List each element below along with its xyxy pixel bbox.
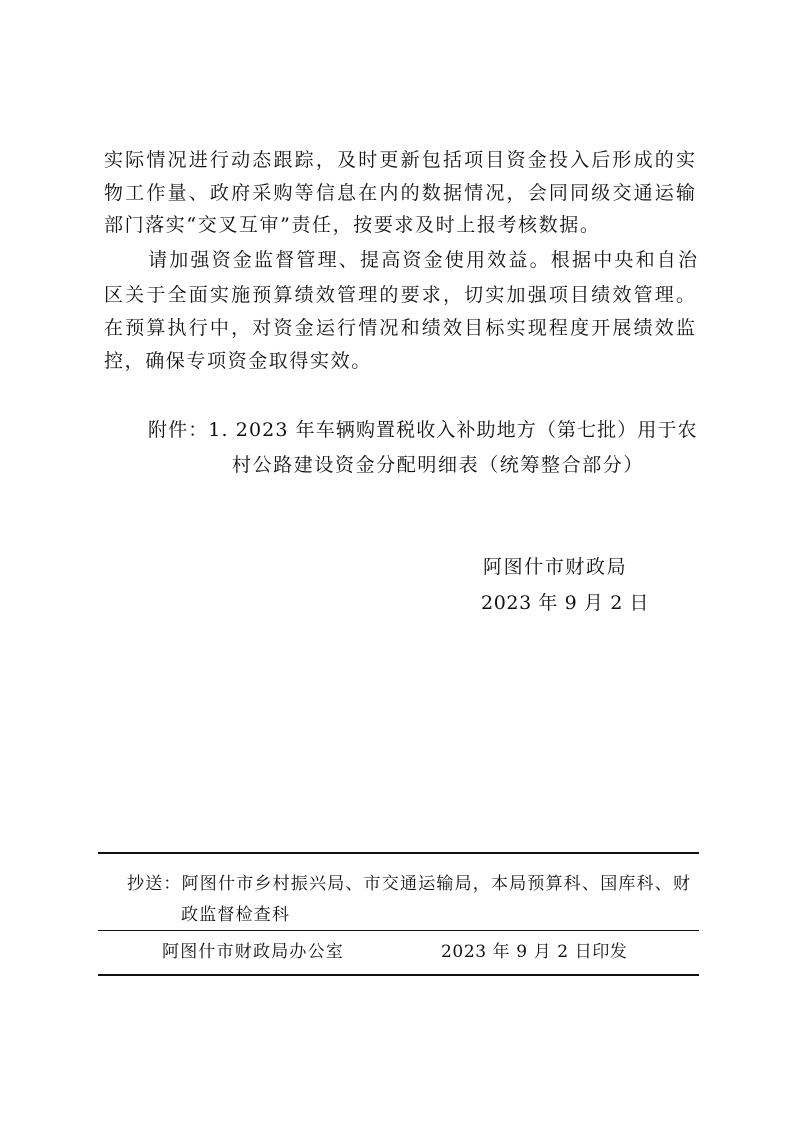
body-text-line: 请加强资金监督管理、提高资金使用效益。根据中央和自治 bbox=[148, 249, 700, 271]
cc-line: 抄送：阿图什市乡村振兴局、市交通运输局，本局预算科、国库科、财 bbox=[127, 874, 692, 894]
attachment-line: 村公路建设资金分配明细表（统筹整合部分） bbox=[232, 454, 645, 476]
footer-bottom-rule bbox=[98, 974, 699, 976]
footer-top-rule bbox=[98, 852, 699, 854]
body-text-line: 控，确保专项资金取得实效。 bbox=[104, 350, 372, 372]
body-text-line: 部门落实“交叉互审”责任，按要求及时上报考核数据。 bbox=[104, 214, 601, 236]
body-text-line: 物工作量、政府采购等信息在内的数据情况，会同同级交通运输 bbox=[104, 182, 695, 204]
body-text-line: 在预算执行中，对资金运行情况和绩效目标实现程度开展绩效监 bbox=[104, 317, 695, 339]
issue-date: 2023 年 9 月 2 日印发 bbox=[441, 942, 628, 962]
signature-date: 2023 年 9 月 2 日 bbox=[481, 592, 650, 614]
cc-line: 政监督检查科 bbox=[181, 905, 291, 925]
body-text-line: 区关于全面实施预算绩效管理的要求，切实加强项目绩效管理。 bbox=[104, 284, 695, 306]
signature-org: 阿图什市财政局 bbox=[483, 556, 628, 578]
footer-middle-rule bbox=[98, 930, 699, 931]
issuer: 阿图什市财政局办公室 bbox=[162, 942, 344, 962]
body-text-line: 实际情况进行动态跟踪，及时更新包括项目资金投入后形成的实 bbox=[104, 149, 695, 171]
attachment-line: 附件：1. 2023 年车辆购置税收入补助地方（第七批）用于农 bbox=[148, 419, 698, 441]
